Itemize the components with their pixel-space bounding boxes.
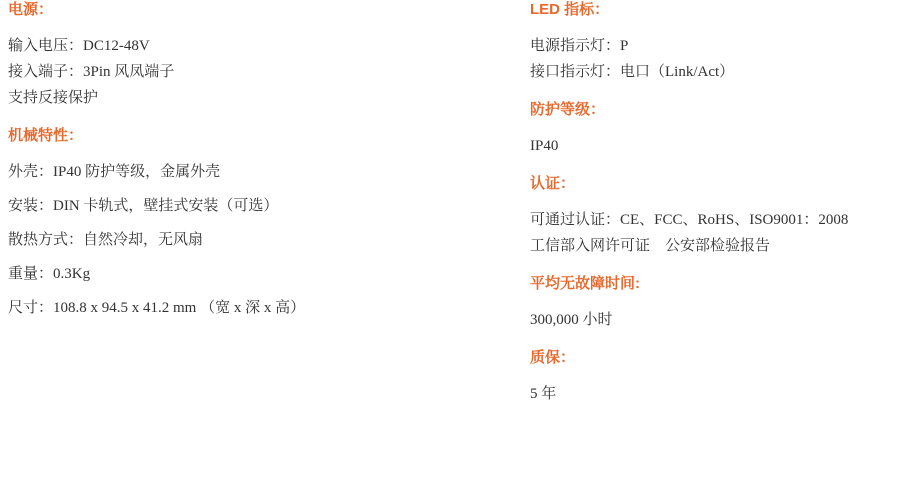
mechanical-section — [8, 126, 508, 318]
led-heading: LED 指标： — [530, 1, 610, 18]
left-spec-column — [8, 0, 508, 318]
spacer — [530, 330, 918, 348]
warranty-heading: 质保： — [530, 349, 576, 366]
mtbf-value: 300,000 小时 — [530, 312, 613, 328]
mechanical-dimensions: 尺寸：108.8 x 94.5 x 41.2 mm （宽 x 深 x 高） — [8, 300, 306, 316]
certification-reports: 工信部入网许可证 公安部检验报告 — [530, 238, 771, 254]
led-section — [530, 0, 918, 82]
protection-value: IP40 — [530, 138, 559, 154]
spacer — [8, 108, 508, 126]
mtbf-section — [530, 274, 918, 330]
spacer — [8, 146, 508, 162]
mtbf-heading: 平均无故障时间: — [530, 275, 640, 292]
led-power-indicator: 电源指示灯：P — [530, 38, 629, 54]
spacer — [8, 284, 508, 298]
mechanical-cooling: 散热方式：自然冷却，无风扇 — [8, 232, 204, 248]
power-reverse-protection: 支持反接保护 — [8, 90, 99, 106]
power-heading: 电源： — [8, 1, 54, 18]
spacer — [8, 182, 508, 196]
protection-heading: 防护等级： — [530, 101, 606, 118]
certification-heading: 认证： — [530, 175, 576, 192]
warranty-section — [530, 348, 918, 404]
spacer — [8, 250, 508, 264]
power-section — [8, 0, 508, 108]
mechanical-enclosure: 外壳：IP40 防护等级，金属外壳 — [8, 164, 221, 180]
mechanical-mounting: 安装：DIN 卡轨式，壁挂式安装（可选） — [8, 198, 279, 214]
mechanical-weight: 重量：0.3Kg — [8, 266, 91, 282]
certification-section — [530, 174, 918, 256]
spacer — [530, 120, 918, 136]
spacer — [530, 82, 918, 100]
spacer — [530, 294, 918, 310]
certification-list: 可通过认证：CE、FCC、RoHS、ISO9001：2008 — [530, 212, 849, 228]
led-port-indicator: 接口指示灯：电口（Link/Act） — [530, 64, 735, 80]
spacer — [530, 194, 918, 210]
spacer — [530, 156, 918, 174]
warranty-value: 5 年 — [530, 386, 557, 402]
right-spec-column — [530, 0, 918, 404]
spacer — [8, 216, 508, 230]
protection-section — [530, 100, 918, 156]
spacer — [530, 256, 918, 274]
power-terminal: 接入端子：3Pin 风凤端子 — [8, 64, 175, 80]
mechanical-heading: 机械特性： — [8, 127, 84, 144]
spacer — [530, 368, 918, 384]
power-input-voltage: 输入电压：DC12-48V — [8, 38, 150, 54]
spacer — [8, 20, 508, 36]
spacer — [530, 20, 918, 36]
